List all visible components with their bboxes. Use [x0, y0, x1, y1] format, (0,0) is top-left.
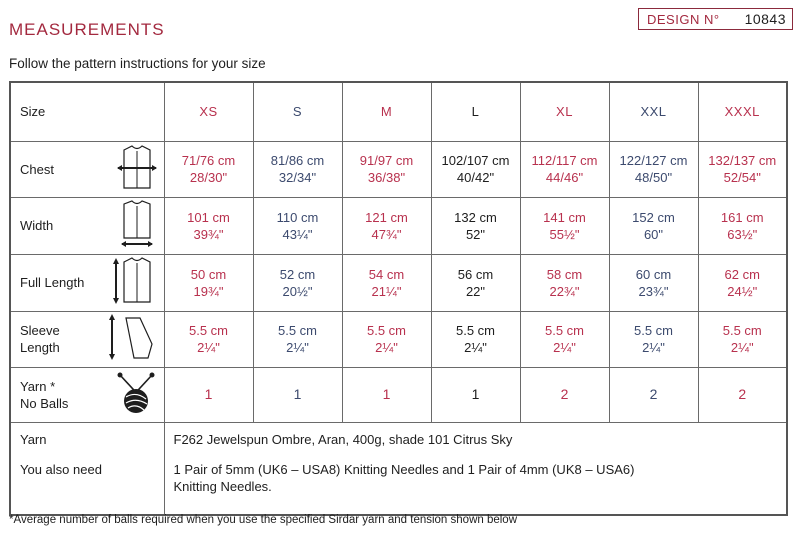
size-label: Size	[10, 82, 164, 141]
yarn-ball-icon	[114, 371, 158, 419]
length-diagram-icon	[110, 256, 158, 310]
yarn-ball-count: 2	[609, 367, 698, 422]
measurement-cell	[431, 197, 520, 254]
measurement-cell	[253, 254, 342, 311]
measurement-cell	[520, 197, 609, 254]
measurement-cell	[520, 141, 609, 197]
measurement-cell	[520, 254, 609, 311]
need-value-line-1: 1 Pair of 5mm (UK6 – USA8) Knitting Needles and 1 Pair of 4mm (UK8 – USA6)	[173, 461, 635, 477]
row-label: Sleeve	[20, 323, 60, 338]
design-label: DESIGN N°	[647, 11, 720, 27]
measurement-cell	[253, 141, 342, 197]
value-inches: 40/42"	[456, 170, 495, 185]
value-inches: 2¼"	[730, 340, 754, 355]
page-title: MEASUREMENTS	[9, 20, 165, 39]
value-inches: 24½"	[727, 283, 758, 299]
value-inches: 47¾"	[371, 226, 402, 242]
value-cm: 62 cm	[724, 266, 760, 282]
value-inches: 22"	[465, 283, 486, 299]
yarn-balls-row	[10, 367, 787, 422]
design-number: 10843	[744, 11, 786, 27]
measurement-cell	[431, 254, 520, 311]
size-header-xxxl: XXXL	[698, 82, 787, 141]
width-diagram-icon	[116, 200, 158, 252]
row-label: Length	[20, 340, 60, 355]
measurement-row	[10, 197, 787, 254]
row-label: Chest	[20, 161, 54, 177]
measurement-cell	[342, 311, 431, 367]
value-inches: 2¼"	[375, 340, 398, 355]
measurement-row	[10, 141, 787, 197]
measurement-cell	[698, 141, 787, 197]
yarn-ball-count: 2	[698, 367, 787, 422]
value-cm: 54 cm	[368, 266, 405, 282]
measurement-cell	[164, 141, 253, 197]
value-inches: 19¾"	[193, 283, 224, 299]
size-header-s: S	[253, 82, 342, 141]
size-header-row	[10, 82, 787, 141]
footnote: *Average number of balls required when you use the specified Sirdar yarn and tension shown below	[9, 514, 518, 526]
need-label: You also need	[20, 461, 102, 477]
row-label: Width	[20, 218, 54, 233]
value-inches: 63½"	[727, 226, 758, 242]
measurement-cell	[342, 254, 431, 311]
value-cm: 52 cm	[279, 266, 316, 282]
value-inches: 44/46"	[545, 170, 584, 185]
value-cm: 112/117 cm	[531, 153, 598, 168]
value-cm: 5.5 cm	[277, 323, 317, 338]
value-inches: 43¼"	[282, 226, 313, 242]
value-cm: 5.5 cm	[633, 323, 673, 338]
yarn-value: F262 Jewelspun Ombre, Aran, 400g, shade 101 Citrus Sky	[173, 431, 513, 447]
row-label: No Balls	[20, 395, 69, 411]
value-cm: 5.5 cm	[722, 323, 762, 338]
value-cm: 91/97 cm	[359, 153, 414, 168]
size-header-xl: XL	[520, 82, 609, 141]
measurement-cell	[698, 254, 787, 311]
value-cm: 101 cm	[187, 209, 230, 225]
value-inches: 28/30"	[189, 170, 228, 185]
intro-text: Follow the pattern instructions for your size	[9, 56, 266, 71]
value-inches: 2¼"	[642, 340, 665, 355]
yarn-ball-count: 2	[520, 367, 609, 422]
row-label-cell	[10, 141, 164, 197]
size-header-xxl: XXL	[609, 82, 698, 141]
value-inches: 21¼"	[371, 283, 402, 299]
value-cm: 5.5 cm	[455, 323, 495, 338]
measurement-cell	[164, 197, 253, 254]
value-inches: 23¾"	[638, 283, 669, 299]
value-cm: 5.5 cm	[544, 323, 584, 338]
value-inches: 39¾"	[193, 226, 224, 242]
measurement-cell	[698, 197, 787, 254]
value-cm: 5.5 cm	[366, 323, 406, 338]
yarn-label: Yarn	[20, 431, 47, 447]
design-number-box	[638, 8, 793, 30]
yarn-ball-count: 1	[164, 367, 253, 422]
value-cm: 60 cm	[635, 266, 672, 282]
size-header-m: M	[342, 82, 431, 141]
sleeve-diagram-icon	[104, 312, 158, 366]
value-inches: 2¼"	[197, 340, 220, 355]
value-cm: 71/76 cm	[181, 153, 236, 168]
value-inches: 2¼"	[553, 340, 576, 355]
value-inches: 22¾"	[549, 283, 580, 299]
value-cm: 56 cm	[457, 266, 494, 282]
value-cm: 132/137 cm	[708, 153, 777, 168]
measurement-cell	[253, 197, 342, 254]
value-cm: 102/107 cm	[441, 153, 510, 168]
value-cm: 132 cm	[454, 209, 497, 225]
value-inches: 36/38"	[367, 170, 406, 185]
measurement-cell	[253, 311, 342, 367]
row-label-cell	[10, 367, 164, 422]
measurement-cell	[609, 141, 698, 197]
value-cm: 122/127 cm	[619, 153, 688, 168]
chest-diagram-icon	[116, 144, 158, 194]
value-inches: 2¼"	[464, 340, 487, 355]
value-inches: 32/34"	[278, 170, 317, 185]
measurement-row	[10, 311, 787, 367]
size-header-l: L	[431, 82, 520, 141]
need-value-line-2: Knitting Needles.	[173, 478, 272, 494]
value-cm: 141 cm	[543, 209, 586, 225]
value-inches: 52"	[465, 226, 486, 242]
measurement-cell	[431, 311, 520, 367]
measurement-cell	[342, 141, 431, 197]
row-label-cell	[10, 197, 164, 254]
size-header-xs: XS	[164, 82, 253, 141]
measurement-cell	[698, 311, 787, 367]
info-section	[10, 422, 787, 515]
yarn-ball-count: 1	[253, 367, 342, 422]
yarn-ball-count: 1	[431, 367, 520, 422]
measurement-cell	[164, 254, 253, 311]
info-values	[164, 422, 787, 515]
measurement-row	[10, 254, 787, 311]
info-labels	[10, 422, 164, 515]
row-label: Yarn *	[20, 378, 56, 394]
value-cm: 81/86 cm	[270, 153, 325, 168]
measurements-table	[9, 81, 788, 516]
measurement-cell	[520, 311, 609, 367]
measurement-cell	[609, 311, 698, 367]
value-cm: 121 cm	[365, 209, 408, 225]
yarn-ball-count: 1	[342, 367, 431, 422]
value-inches: 60"	[643, 226, 664, 242]
value-inches: 55½"	[549, 226, 580, 242]
measurement-cell	[609, 197, 698, 254]
row-label-cell	[10, 311, 164, 367]
measurement-cell	[164, 311, 253, 367]
row-label-cell	[10, 254, 164, 311]
measurement-cell	[342, 197, 431, 254]
value-inches: 52/54"	[723, 170, 761, 185]
value-inches: 2¼"	[286, 340, 309, 355]
row-label: Full Length	[20, 275, 85, 290]
value-cm: 161 cm	[720, 209, 764, 225]
value-inches: 48/50"	[634, 170, 673, 185]
value-cm: 110 cm	[276, 209, 319, 225]
value-inches: 20½"	[282, 283, 313, 299]
value-cm: 58 cm	[546, 266, 583, 282]
value-cm: 5.5 cm	[188, 323, 228, 338]
value-cm: 50 cm	[190, 266, 227, 282]
value-cm: 152 cm	[632, 209, 675, 225]
measurement-cell	[609, 254, 698, 311]
measurement-cell	[431, 141, 520, 197]
